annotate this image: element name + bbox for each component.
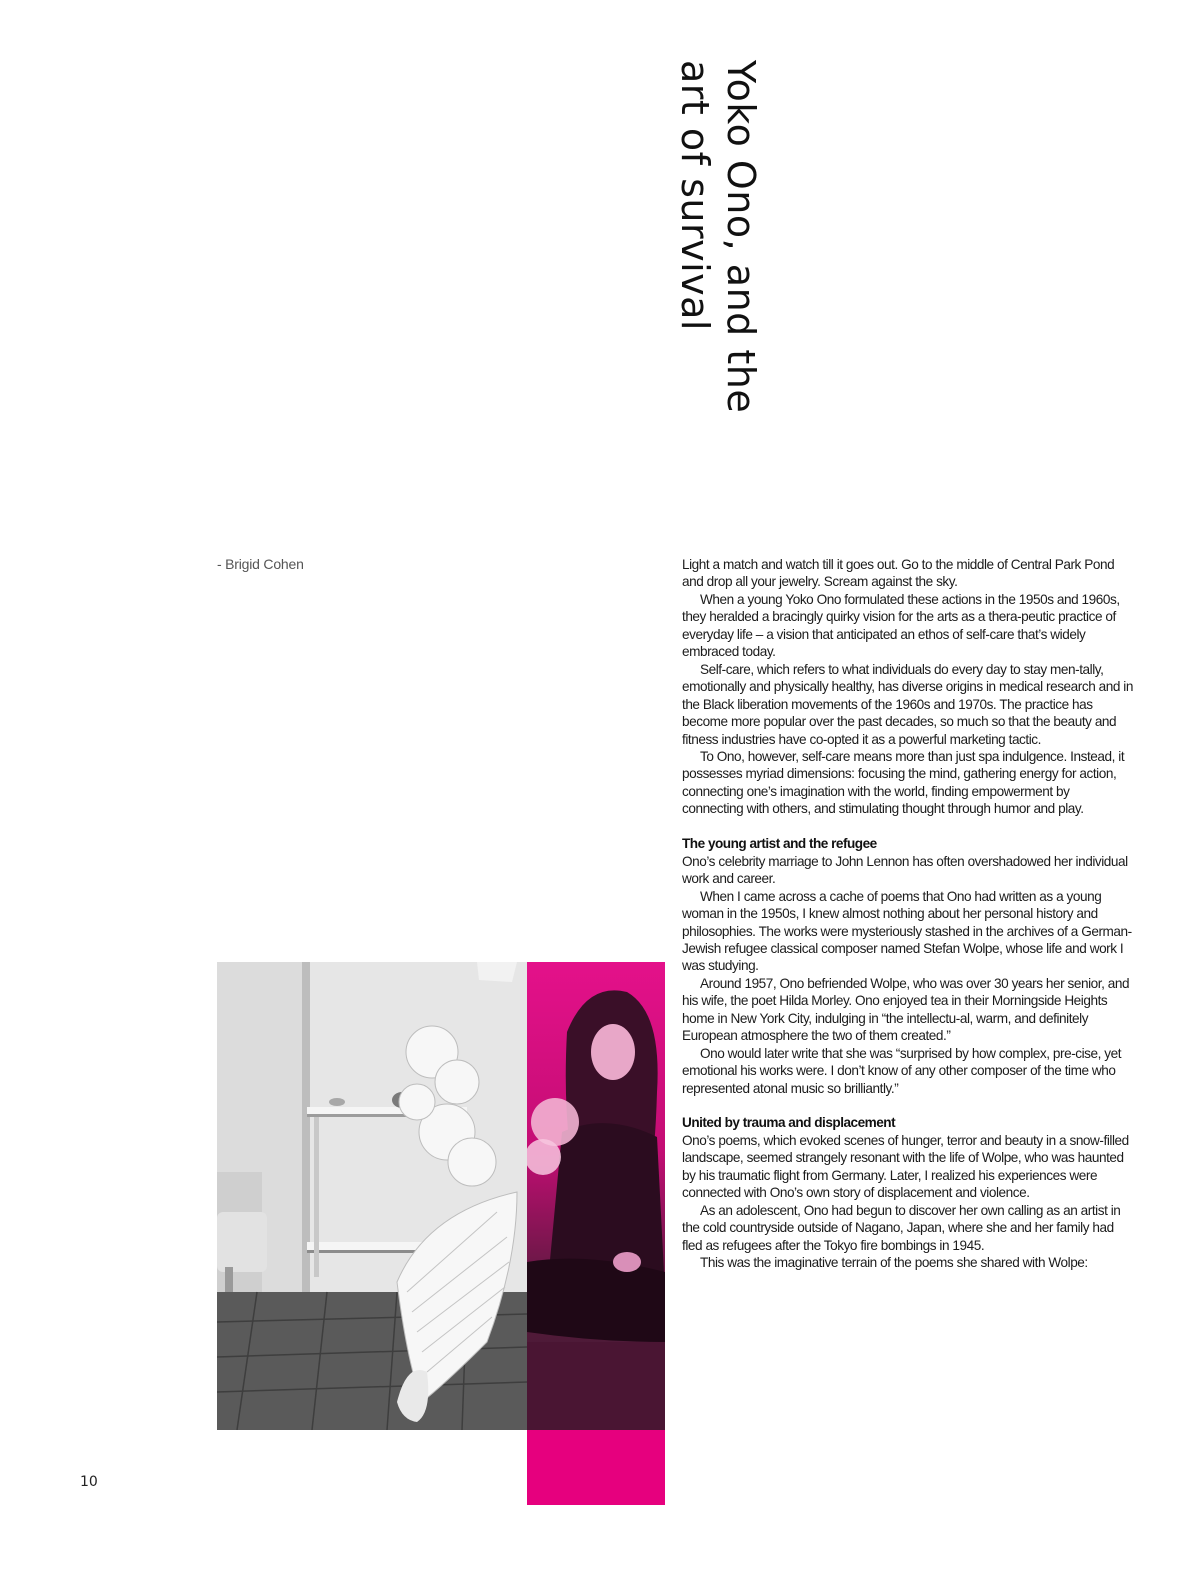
article-title-line-2: art of survival <box>673 60 717 331</box>
page-number: 10 <box>80 1474 98 1490</box>
paragraph: When I came across a cache of poems that Ono had written as a young woman in the 1950s, I knew almost nothing about her personal history and philosophies. The works were mysteriously stashed in the archives of a German-Jewish refugee classical composer named Stefan Wolpe, whose life and work I was studying. <box>682 888 1132 974</box>
article-title-line-1: Yoko Ono, and the <box>719 60 763 414</box>
paragraph: Ono would later write that she was “surprised by how complex, pre-cise, yet emotional his works were. I don’t know of any other composer of the time who represented atonal music so brilliantly.” <box>682 1045 1122 1096</box>
paragraph: Ono’s celebrity marriage to John Lennon has often overshadowed her individual work and career. <box>682 853 1128 887</box>
paragraph: When a young Yoko Ono formulated these actions in the 1950s and 1960s, they heralded a bracingly quirky vision for the arts as a thera-peutic practice of everyday life – a vision that anticipated an ethos of self-care that’s widely embraced today. <box>682 591 1120 660</box>
paragraph: Ono’s poems, which evoked scenes of hunger, terror and beauty in a snow-filled landscape, seemed strangely resonant with the life of Wolpe, who was haunted by his traumatic flight from Germany. Later, I realized his experiences were connected with Ono’s own story of displacement and violence. <box>682 1132 1129 1201</box>
paragraph: Light a match and watch till it goes out. Go to the middle of Central Park Pond and drop all your jewelry. Scream against the sky. <box>682 557 1115 590</box>
section-heading: The young artist and the refugee <box>682 836 877 852</box>
paragraph: Self-care, which refers to what individuals do every day to stay men-tally, emotionally and physically healthy, has diverse origins in medical research and in the Black liberation movements of the 1960s and 1970s. The practice has become more popular over the past decades, so much so that the beauty and fitness industries have co-opted it as a powerful marketing tactic. <box>682 661 1133 747</box>
article-title <box>672 60 764 428</box>
section-heading: United by trauma and displacement <box>682 1115 896 1131</box>
paragraph: This was the imaginative terrain of the poems she shared with Wolpe: <box>700 1255 1088 1271</box>
paragraph: To Ono, however, self-care means more than just spa indulgence. Instead, it possesses myriad dimensions: focusing the mind, gathering energy for action, connecting one’s imagination with the world, finding empowerment by connecting with others, and stimulating thought through humor and play. <box>682 748 1125 817</box>
paragraph: As an adolescent, Ono had begun to discover her own calling as an artist in the cold countryside outside of Nagano, Japan, where she and her family had fled as refugees after the Tokyo fire bombings in 1945. <box>682 1202 1121 1253</box>
photo-magenta-portrait <box>527 962 665 1505</box>
photo-grayscale-room <box>217 962 527 1430</box>
article-body <box>682 556 1134 1272</box>
paragraph: Around 1957, Ono befriended Wolpe, who was over 30 years her senior, and his wife, the poet Hilda Morley. Ono enjoyed tea in their Morningside Heights home in New York City, indulging in “the intellectu-al, warm, and definitely European atmosphere the two of them created.” <box>682 975 1130 1044</box>
room-illustration <box>217 962 527 1430</box>
portrait-illustration <box>527 962 665 1430</box>
author-byline: - Brigid Cohen <box>217 556 304 572</box>
title-block <box>672 60 764 428</box>
